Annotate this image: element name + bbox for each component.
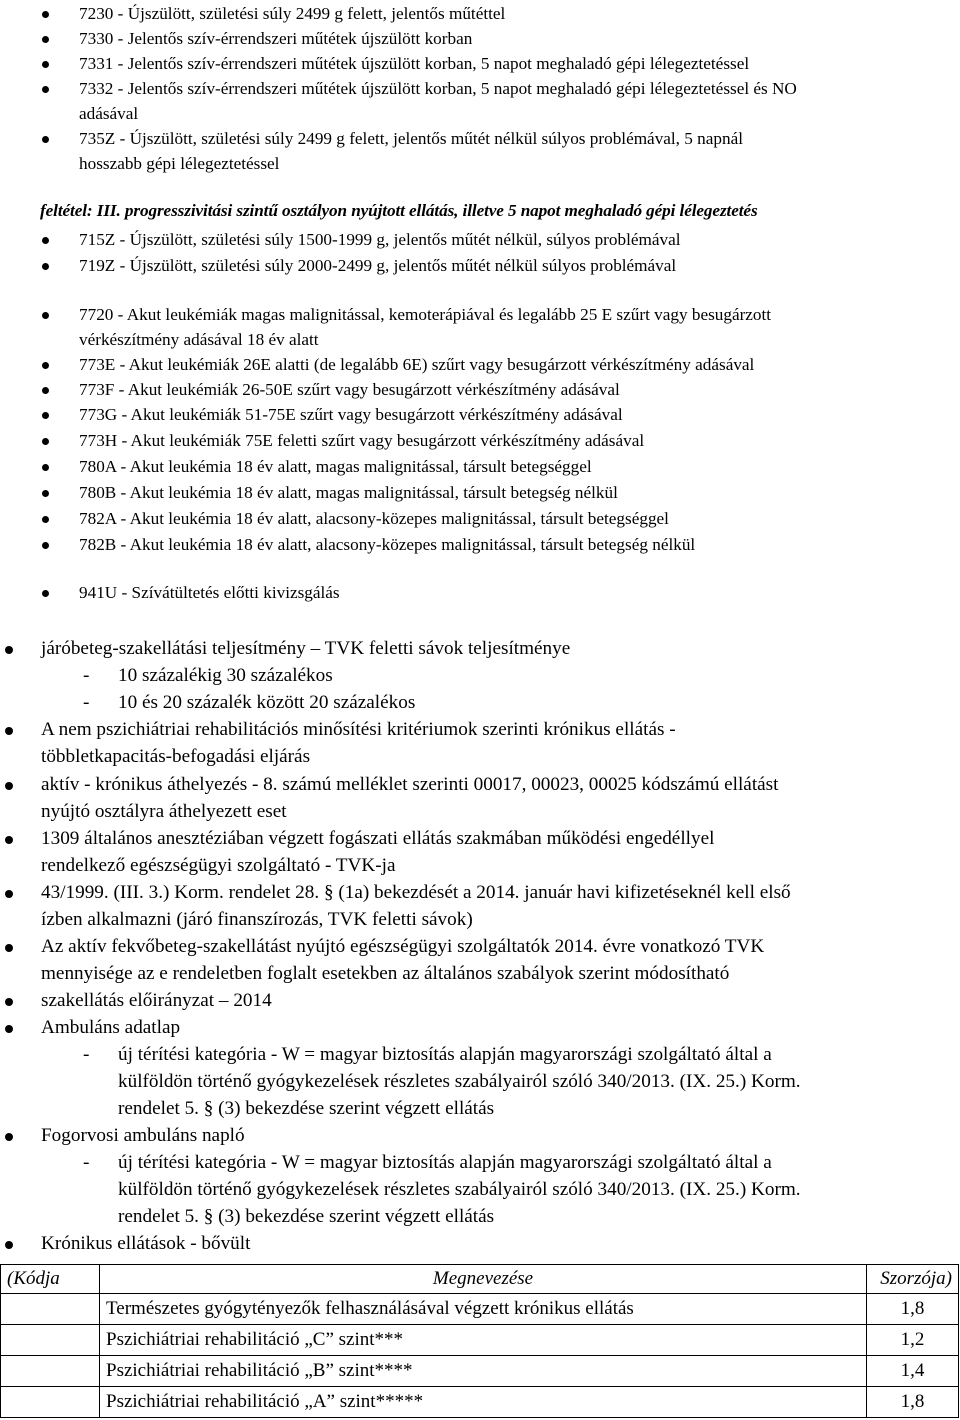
condition-note: feltétel: III. progresszivitási szintű osztályon nyújtott ellátás, illetve 5 napot meghaladó gépi lélegeztetés: [40, 201, 758, 220]
table-header-row: [1, 1265, 959, 1294]
sub-item-continuation: külföldön történő gyógykezelések részletes szabályairól szóló 340/2013. (IX. 25.) Korm.: [118, 1179, 801, 1200]
cell-multiplier: 1,2: [867, 1325, 959, 1356]
list-item: 7332 - Jelentős szív-érrendszeri műtétek újszülött korban, 5 napot meghaladó gépi lélegeztetéssel és NO: [79, 79, 797, 98]
header-multiplier: Szorzója): [867, 1265, 959, 1294]
table-row: [1, 1356, 959, 1387]
sub-item: 10 és 20 százalék között 20 százalékos: [118, 692, 416, 713]
dash-marker: -: [83, 692, 90, 713]
cell-name: Pszichiátriai rehabilitáció „B” szint****: [100, 1356, 867, 1387]
cell-code: [1, 1325, 100, 1356]
bullet-icon: [5, 1025, 13, 1033]
list-item: 7331 - Jelentős szív-érrendszeri műtétek újszülött korban, 5 napot meghaladó gépi lélegeztetéssel: [79, 54, 750, 73]
bullet-icon: [42, 438, 49, 445]
main-item-continuation: rendelkező egészségügyi szolgáltató - TVK-ja: [41, 855, 396, 876]
list-item: 7330 - Jelentős szív-érrendszeri műtétek újszülött korban: [79, 29, 473, 48]
bullet-icon: [5, 890, 13, 898]
cell-name: Pszichiátriai rehabilitáció „A” szint*****: [100, 1387, 867, 1418]
dash-marker: -: [83, 665, 90, 686]
bullet-icon: [5, 646, 13, 654]
bullet-icon: [5, 998, 13, 1006]
list-item: 780B - Akut leukémia 18 év alatt, magas malignitással, társult betegség nélkül: [79, 483, 618, 502]
list-item: 7720 - Akut leukémiák magas malignitással, kemoterápiával és legalább 25 E szűrt vagy besugárzott: [79, 305, 772, 324]
bullet-icon: [42, 136, 49, 143]
bullet-icon: [5, 727, 13, 735]
bullet-icon: [5, 1241, 13, 1249]
main-item: 43/1999. (III. 3.) Korm. rendelet 28. § (1a) bekezdését a 2014. január havi kifizetéseknél kell első: [41, 882, 791, 903]
main-item: aktív - krónikus áthelyezés - 8. számú melléklet szerinti 00017, 00023, 00025 kódszámú ellátást: [41, 774, 779, 795]
bullet-icon: [42, 490, 49, 497]
main-item-continuation: mennyisége az e rendeletben foglalt esetekben az általános szabályok szerint módosítható: [41, 963, 730, 984]
bullet-icon: [5, 1133, 13, 1141]
header-name: Megnevezése: [100, 1265, 867, 1294]
list-item-continuation: hosszabb gépi lélegeztetéssel: [79, 154, 280, 173]
list-item: 773H - Akut leukémiák 75E feletti szűrt vagy besugárzott vérkészítmény adásával: [79, 431, 645, 450]
list-item: 941U - Szívátültetés előtti kivizsgálás: [79, 583, 340, 602]
table-row: [1, 1294, 959, 1325]
cell-name: Pszichiátriai rehabilitáció „C” szint***: [100, 1325, 867, 1356]
bullet-icon: [42, 516, 49, 523]
sub-item-continuation: rendelet 5. § (3) bekezdése szerint végzett ellátás: [118, 1098, 495, 1119]
list-item-continuation: adásával: [79, 104, 139, 123]
list-item: 773G - Akut leukémiák 51-75E szűrt vagy besugárzott vérkészítmény adásával: [79, 405, 623, 424]
list-item: 773F - Akut leukémiák 26-50E szűrt vagy besugárzott vérkészítmény adásával: [79, 380, 620, 399]
main-item: Ambuláns adatlap: [41, 1017, 181, 1038]
bullet-icon: [42, 312, 49, 319]
list-item: 7230 - Újszülött, születési súly 2499 g felett, jelentős műtéttel: [79, 4, 506, 23]
main-item: Krónikus ellátások - bővült: [41, 1233, 251, 1254]
bullet-icon: [5, 782, 13, 790]
bullet-icon: [42, 412, 49, 419]
main-item: járóbeteg-szakellátási teljesítmény – TVK feletti sávok teljesítménye: [41, 638, 571, 659]
sub-item: 10 százalékig 30 százalékos: [118, 665, 333, 686]
main-item-continuation: ízben alkalmazni (járó finanszírozás, TVK feletti sávok): [41, 909, 473, 930]
list-item-continuation: vérkészítmény adásával 18 év alatt: [79, 330, 319, 349]
cell-code: [1, 1294, 100, 1325]
dash-marker: -: [83, 1044, 90, 1065]
list-item: 735Z - Újszülött, születési súly 2499 g felett, jelentős műtét nélkül súlyos problémával, 5 napnál: [79, 129, 743, 148]
bullet-icon: [42, 86, 49, 93]
cell-multiplier: 1,4: [867, 1356, 959, 1387]
cell-code: [1, 1356, 100, 1387]
cell-name: Természetes gyógytényezők felhasználásával végzett krónikus ellátás: [100, 1294, 867, 1325]
list-item: 782B - Akut leukémia 18 év alatt, alacsony-közepes malignitással, társult betegség nélkül: [79, 535, 696, 554]
table-row: [1, 1387, 959, 1418]
bullet-icon: [5, 836, 13, 844]
bullet-icon: [42, 263, 49, 270]
cell-code: [1, 1387, 100, 1418]
dash-marker: -: [83, 1152, 90, 1173]
main-item: Az aktív fekvőbeteg-szakellátást nyújtó egészségügyi szolgáltatók 2014. évre vonatkozó TVK: [41, 936, 765, 957]
main-item-continuation: nyújtó osztályra áthelyezett eset: [41, 801, 287, 822]
bullet-icon: [42, 11, 49, 18]
cell-multiplier: 1,8: [867, 1387, 959, 1418]
bullet-icon: [42, 387, 49, 394]
list-item: 773E - Akut leukémiák 26E alatti (de legalább 6E) szűrt vagy besugárzott vérkészítmény adásával: [79, 355, 755, 374]
bullet-icon: [42, 237, 49, 244]
main-item: szakellátás előirányzat – 2014: [41, 990, 272, 1011]
main-item-continuation: többletkapacitás-befogadási eljárás: [41, 746, 311, 767]
bullet-icon: [42, 542, 49, 549]
bullet-icon: [42, 590, 49, 597]
bullet-icon: [42, 362, 49, 369]
list-item: 719Z - Újszülött, születési súly 2000-2499 g, jelentős műtét nélkül súlyos problémával: [79, 256, 677, 275]
sub-item-continuation: külföldön történő gyógykezelések részletes szabályairól szóló 340/2013. (IX. 25.) Korm.: [118, 1071, 801, 1092]
main-item: 1309 általános anesztéziában végzett fogászati ellátás szakmában működési engedéllyel: [41, 828, 715, 849]
list-item: 782A - Akut leukémia 18 év alatt, alacsony-közepes malignitással, társult betegséggel: [79, 509, 669, 528]
header-code: (Kódja: [1, 1265, 100, 1294]
sub-item-continuation: rendelet 5. § (3) bekezdése szerint végzett ellátás: [118, 1206, 495, 1227]
cell-multiplier: 1,8: [867, 1294, 959, 1325]
list-item: 780A - Akut leukémia 18 év alatt, magas malignitással, társult betegséggel: [79, 457, 592, 476]
sub-item: új térítési kategória - W = magyar biztosítás alapján magyarországi szolgáltató által a: [118, 1152, 772, 1173]
list-item: 715Z - Újszülött, születési súly 1500-1999 g, jelentős műtét nélkül, súlyos problémával: [79, 230, 681, 249]
table-row: [1, 1325, 959, 1356]
bullet-icon: [42, 464, 49, 471]
bullet-icon: [5, 944, 13, 952]
main-item: Fogorvosi ambuláns napló: [41, 1125, 245, 1146]
bullet-icon: [42, 36, 49, 43]
sub-item: új térítési kategória - W = magyar biztosítás alapján magyarországi szolgáltató által a: [118, 1044, 772, 1065]
chronic-care-table: [0, 1264, 959, 1418]
bullet-icon: [42, 61, 49, 68]
main-item: A nem pszichiátriai rehabilitációs minősítési kritériumok szerinti krónikus ellátás -: [41, 719, 676, 740]
